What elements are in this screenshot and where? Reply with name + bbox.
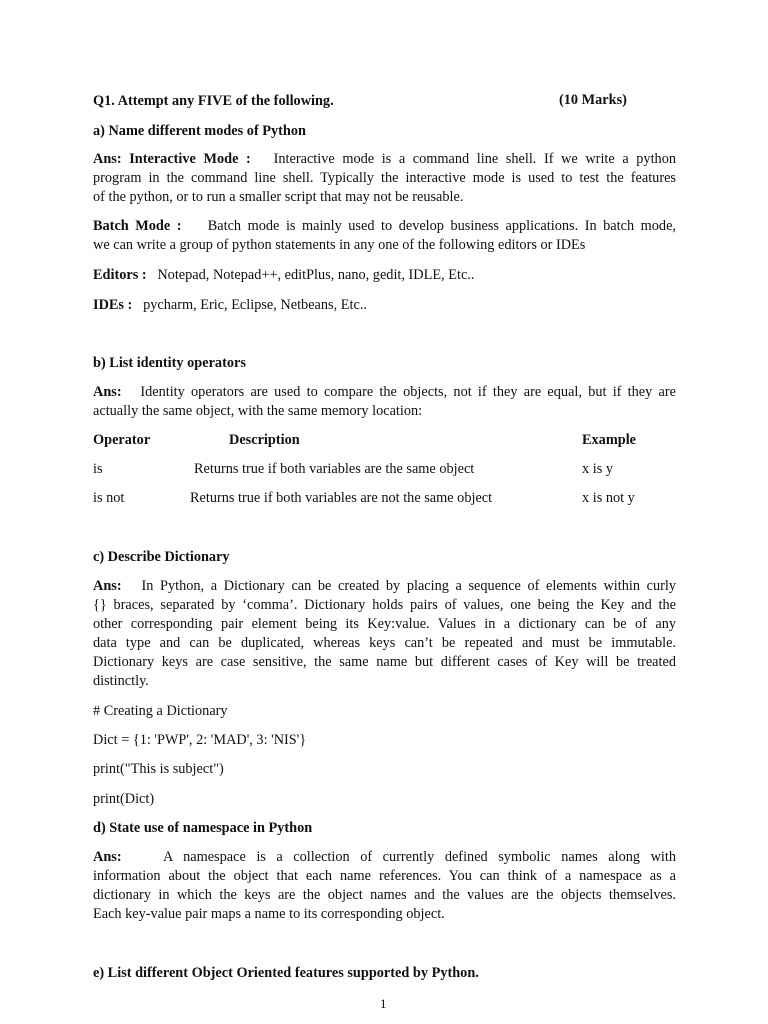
table-header-example: Example — [582, 432, 637, 448]
section-d-line-1 — [93, 848, 676, 867]
section-a-line-1 — [93, 150, 676, 169]
batch-mode-label: Batch Mode : — [93, 218, 182, 234]
table-cell-example: x is not y — [582, 490, 635, 506]
section-a-heading: a) Name different modes of Python — [93, 123, 306, 139]
section-e-heading: e) List different Object Oriented features supported by Python. — [93, 965, 479, 981]
section-c-line-4: data type and can be duplicated, whereas keys can’t be repeated and must be immutable. — [93, 635, 676, 651]
paragraph-text: A namespace is a collection of currently defined symbolic names along with — [163, 849, 676, 865]
section-b-line-1 — [93, 383, 676, 402]
ides-label: IDEs : — [93, 297, 133, 313]
q1-marks: (10 Marks) — [559, 92, 627, 108]
section-c-line-6: distinctly. — [93, 673, 149, 689]
code-dict: Dict = {1: 'PWP', 2: 'MAD', 3: 'NIS'} — [93, 732, 307, 748]
ides-line — [93, 296, 367, 315]
code-print-subject: print("This is subject") — [93, 761, 224, 777]
section-d-line-4: Each key-value pair maps a name to its corresponding object. — [93, 906, 445, 922]
section-d-line-3: dictionary in which the keys are the object names and the values are the objects themselves. — [93, 887, 676, 903]
table-cell-description: Returns true if both variables are the same object — [194, 461, 475, 477]
section-d-heading: d) State use of namespace in Python — [93, 820, 313, 836]
answer-label: Ans: — [93, 384, 122, 400]
code-print-dict: print(Dict) — [93, 791, 155, 807]
table-header-operator: Operator — [93, 432, 151, 448]
paragraph-text: Batch mode is mainly used to develop business applications. In batch mode, — [207, 218, 677, 234]
paragraph-text: Interactive mode is a command line shell. If we write a python — [273, 151, 676, 167]
editors-line — [93, 266, 474, 285]
section-a-line-2: program in the command line shell. Typically the interactive mode is used to test the features — [93, 170, 676, 186]
code-comment: # Creating a Dictionary — [93, 703, 228, 719]
editors-label: Editors : — [93, 267, 147, 283]
section-c-line-1 — [93, 577, 676, 596]
table-cell-operator: is not — [93, 490, 125, 506]
ides-text: pycharm, Eric, Eclipse, Netbeans, Etc.. — [143, 297, 367, 313]
answer-label: Ans: Interactive Mode : — [93, 151, 251, 167]
section-b-line-2: actually the same object, with the same memory location: — [93, 403, 423, 419]
answer-label: Ans: — [93, 849, 122, 865]
table-cell-example: x is y — [582, 461, 613, 477]
editors-text: Notepad, Notepad++, editPlus, nano, gedit, IDLE, Etc.. — [157, 267, 475, 283]
section-c-line-2: {} braces, separated by ‘comma’. Dictionary holds pairs of values, one being the Key and the — [93, 597, 676, 613]
batch-mode-line-2: we can write a group of python statements in any one of the following editors or IDEs — [93, 237, 586, 253]
section-b-heading: b) List identity operators — [93, 355, 246, 371]
section-d-line-2: information about the object that each name references. You can think of a namespace as a — [93, 868, 676, 884]
batch-mode-line-1 — [93, 217, 676, 236]
paragraph-text: In Python, a Dictionary can be created by placing a sequence of elements within curly — [141, 578, 677, 594]
table-header-description: Description — [229, 432, 300, 448]
answer-label: Ans: — [93, 578, 122, 594]
page-number: 1 — [380, 996, 387, 1011]
table-cell-operator: is — [93, 461, 103, 477]
paragraph-text: Identity operators are used to compare the objects, not if they are equal, but if they are — [140, 384, 676, 400]
q1-heading: Q1. Attempt any FIVE of the following. — [93, 93, 334, 109]
table-cell-description: Returns true if both variables are not the same object — [190, 490, 493, 506]
section-a-line-3: of the python, or to run a smaller script that may not be reusable. — [93, 189, 464, 205]
section-c-heading: c) Describe Dictionary — [93, 549, 230, 565]
section-c-line-3: other corresponding pair element being its Key:value. Values in a dictionary can be of any — [93, 616, 676, 632]
section-c-line-5: Dictionary keys are case sensitive, the same name but different cases of Key will be treated — [93, 654, 676, 670]
